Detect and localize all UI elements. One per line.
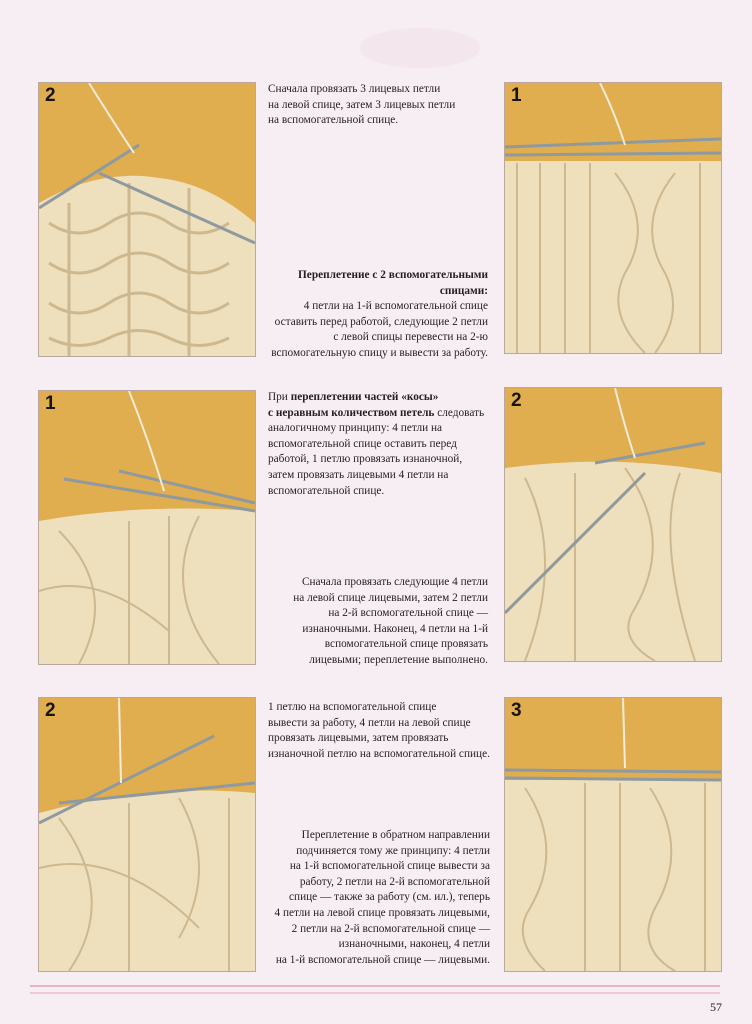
photo-step-2-lattice [38,82,256,357]
knitting-photo-cable [505,83,721,353]
instruction-text-2: Переплетение с 2 вспомогательными спицами: 4 петли на 1-й вспомогательной спице оставить перед работой, следующие 2 петли с левой спицы перевести на 2-ю вспомогательную спицу и вывести за работу. [271,269,488,359]
photo-step-1-cable [504,82,722,354]
footer-divider [30,985,720,994]
faint-watermark [360,28,480,68]
instruction-text-1: Сначала провязать 3 лицевых петли на левой спице, затем 3 лицевых петли на вспомогательной спице. [268,83,456,127]
knitting-photo-two-needles [505,388,721,661]
photo-step-2-purl-stitch [38,697,256,972]
step-number: 2 [511,390,522,411]
photo-step-2-two-needles [504,387,722,662]
step-number: 2 [45,700,56,721]
instruction-text-4: Сначала провязать следующие 4 петли на левой спице лицевыми, затем 2 петли на 2-й вспомогательной спице — изнаночными. Наконец, 4 петли на 1-й вспомогательной спице провязать лицевыми; переплетение выполнено. [293,576,488,666]
instruction-text-5: 1 петлю на вспомогательной спице вывести за работу, 4 петли на левой спице провязать лицевыми, затем провязать изнаночной петлю на вспомогательной спице. [268,701,490,760]
instruction-text-6: Переплетение в обратном направлении подчиняется тому же принципу: 4 петли на 1-й вспомогательной спице вывести за работу, 2 петли на 2-й вспомогательной спице — также за работу (см. ил.), теперь 4 петли на левой спице провязать лицевыми, 2 петли на 2-й вспомогательной спице — изнаночными, наконец, 4 петли на 1-й вспомогательной спице — лицевыми. [274,829,490,966]
knitting-photo-reverse [505,698,721,971]
photo-step-1-uneven-cable [38,390,256,665]
photo-step-3-reverse [504,697,722,972]
step-number: 2 [45,85,56,106]
instruction-text-3: При переплетении частей «косы» с неравным количеством петель следовать аналогичному принципу: 4 петли на вспомогательной спице оставить перед работой, 1 петлю провязать изнаночной, затем провязать лицевыми 4 петли на вспомогательной спице. [268,391,485,497]
knitting-photo-uneven [39,391,255,664]
knitting-photo-purl [39,698,255,971]
step-number: 3 [511,700,522,721]
step-number: 1 [511,85,522,106]
step-number: 1 [45,393,56,414]
knitting-photo-lattice [39,83,255,356]
page-number: 57 [710,1000,722,1014]
